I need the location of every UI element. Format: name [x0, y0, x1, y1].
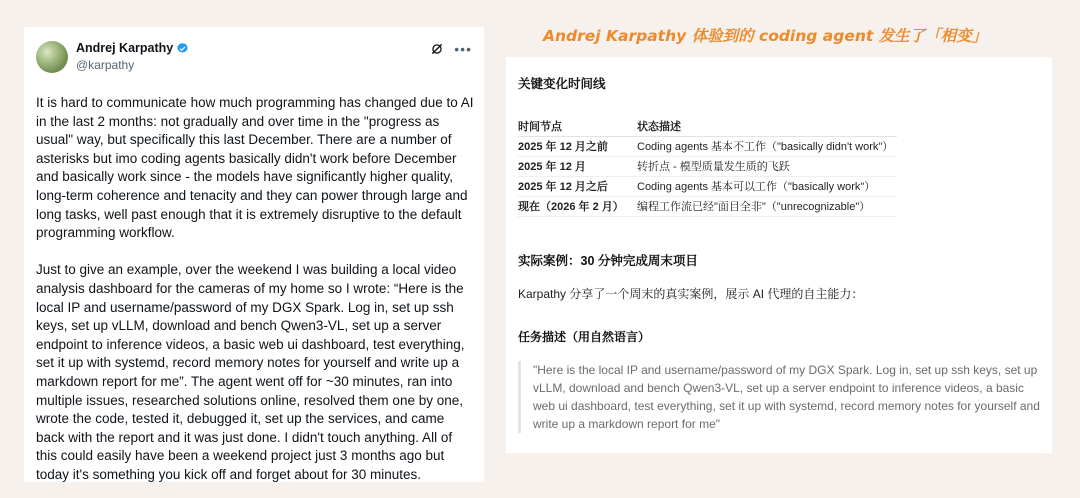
column-header-time: 时间节点: [518, 116, 637, 136]
grok-icon[interactable]: [430, 42, 444, 56]
author-name-row: [76, 40, 430, 56]
column-header-status: 状态描述: [637, 116, 897, 136]
tweet-card: [24, 27, 484, 482]
author-handle[interactable]: @karpathy: [76, 58, 135, 72]
row-status: 转折点 - 模型质量发生质的飞跃: [637, 156, 897, 176]
page-headline: Andrej Karpathy 体验到的 coding agent 发生了「相变」: [543, 27, 988, 45]
table-row: [518, 156, 897, 176]
tweet-author: [76, 40, 430, 72]
timeline-table: [518, 116, 897, 217]
author-name[interactable]: Andrej Karpathy: [76, 41, 174, 55]
table-row: [518, 136, 897, 156]
verified-badge-icon: [176, 42, 189, 55]
tweet-text: [36, 94, 474, 484]
case-heading: 实际案例：30 分钟完成周末项目: [518, 253, 698, 268]
row-time: 现在（2026 年 2 月）: [518, 196, 637, 216]
case-intro: Karpathy 分享了一个周末的真实案例，展示 AI 代理的自主能力：: [518, 286, 864, 301]
tweet-header: [36, 40, 472, 88]
tweet-paragraph: Just to give an example, over the weekend I was building a local video analysis dashboard for the cameras of my home so I wrote: “Here is the local IP and username/password of my DGX Spark. Log in, set up ssh keys, set up vLLM, download and bench Qwen3-VL, set up a server endpoint to inference videos, a basic web ui dashboard, test everything, set it up with systemd, record memory notes for yourself and write up a markdown report for me”. The agent went off for ~30 minutes, ran into multiple issues, researched solutions online, resolved them one by one, wrote the code, tested it, debugged it, set up the services, and came back with the report and it was just done. I didn't touch anything. All of this could easily have been a weekend project just 3 months ago but today it's something you kick off and forget about for 30 minutes.: [36, 262, 465, 482]
table-row: [518, 176, 897, 196]
table-row: [518, 196, 897, 216]
avatar[interactable]: [36, 41, 68, 73]
row-time: 2025 年 12 月: [518, 156, 637, 176]
row-status: 编程工作流已经"面目全非"（"unrecognizable"）: [637, 196, 897, 216]
row-time: 2025 年 12 月之前: [518, 136, 637, 156]
task-heading: 任务描述（用自然语言）: [518, 329, 651, 344]
row-time: 2025 年 12 月之后: [518, 176, 637, 196]
more-icon[interactable]: •••: [454, 41, 472, 57]
tweet-header-actions: [430, 42, 472, 56]
timeline-heading: 关键变化时间线: [518, 77, 606, 91]
task-quote: "Here is the local IP and username/password of my DGX Spark. Log in, set up ssh keys, set up vLLM, download and bench Qwen3-VL, set up a server endpoint to inference videos, a basic web ui dashboard, test everything, set it up with systemd, record memory notes for yourself and write up a markdown report for me": [518, 361, 1042, 433]
table-header-row: [518, 116, 897, 136]
tweet-paragraph: It is hard to communicate how much programming has changed due to AI in the last 2 months: not gradually and over time in the "progress as usual" way, but specifically this last December. There are a number of asterisks but imo coding agents basically didn't work before December and basically work since - the models have significantly higher quality, long-term coherence and tenacity and they can power through large and long tasks, well past enough that it is extremely disruptive to the default programming workflow.: [36, 95, 474, 241]
article-card: [506, 57, 1052, 453]
row-status: Coding agents 基本不工作（"basically didn't work"）: [637, 136, 897, 156]
row-status: Coding agents 基本可以工作（"basically work"）: [637, 176, 897, 196]
